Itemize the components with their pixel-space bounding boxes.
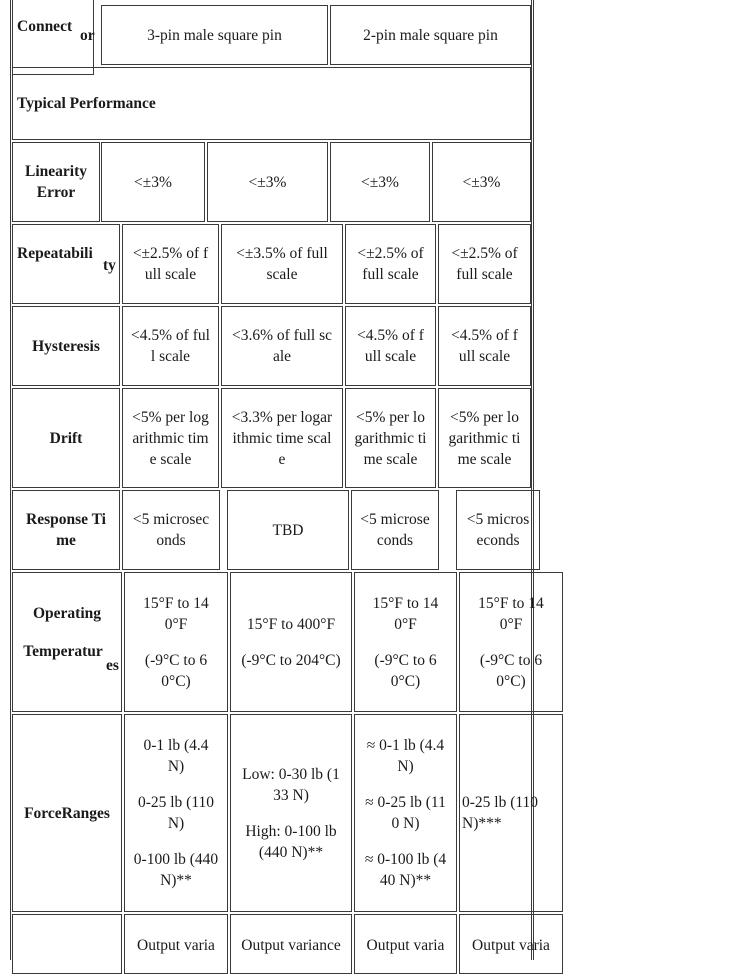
connector-value: 3-pin male square pin (147, 26, 282, 44)
drift-cell (122, 388, 219, 488)
linearity-cell (432, 142, 531, 222)
cell-value: Output varia (366, 937, 445, 954)
cell-value: N)*** (462, 815, 502, 832)
cell-value: 0°F (164, 615, 188, 633)
force-cell (124, 714, 228, 912)
cell-value: <5% per log (132, 408, 209, 426)
row-label: Response Ti (26, 511, 106, 528)
cell-value: <±3% (462, 173, 501, 191)
cell-value: ≈ 0-1 lb (4.4 (366, 737, 445, 754)
row-label: Linearity (25, 163, 87, 180)
repeatability-cell (122, 224, 219, 304)
response-cell (122, 490, 220, 570)
cell-value: Low: 0-30 lb (1 (242, 765, 340, 783)
cell-value: ale (272, 348, 292, 365)
temperature-cell (230, 572, 352, 712)
cell-value: e scale (149, 450, 192, 468)
section-title-cell (12, 67, 531, 140)
row-label-suffix: ty (103, 257, 116, 274)
response-label-cell (12, 490, 120, 570)
cell-value: <±3.5% of full (236, 245, 328, 262)
cell-value: scale (266, 266, 298, 283)
cell-value: econds (476, 532, 520, 549)
temperature-label-cell (12, 572, 122, 712)
cell-value: N)** (160, 872, 192, 889)
row-label: ForceRanges (24, 804, 110, 822)
cell-value: me scale (457, 450, 512, 468)
force-cell (354, 714, 457, 912)
cell-value: ull scale (144, 266, 197, 283)
cell-value: <5% per lo (449, 408, 519, 426)
row-label: me (56, 532, 76, 549)
cell-value: 0-100 lb (440 (133, 851, 219, 868)
cell-value: Output variance (241, 937, 341, 954)
cell-value: l scale (150, 348, 191, 365)
row-label: Repeatabili (17, 245, 93, 262)
output-cell (230, 914, 352, 974)
connector-cell-3pin (101, 5, 328, 65)
row-label: Operating (32, 605, 102, 622)
drift-cell (221, 388, 343, 488)
cell-value: ≈ 0-25 lb (11 (365, 794, 446, 811)
output-cell (124, 914, 228, 974)
row-label-suffix: es (106, 657, 119, 674)
connector-cell-2pin (330, 5, 531, 65)
table-frame-left (10, 0, 11, 960)
hysteresis-cell (122, 306, 219, 386)
cell-value: 40 N)** (379, 872, 432, 889)
cell-value: <5 microsec (132, 511, 210, 528)
cell-value: N) (167, 815, 185, 832)
cell-value: (-9°C to 6 (374, 651, 437, 669)
row-label: Drift (49, 429, 83, 447)
cell-value: (-9°C to 6 (144, 651, 208, 669)
cell-value: N) (167, 758, 185, 775)
cell-value: full scale (456, 266, 513, 283)
cell-value: full scale (362, 266, 419, 283)
cell-value: 0°F (499, 615, 523, 633)
repeatability-cell (438, 224, 531, 304)
cell-value: <4.5% of f (357, 327, 424, 344)
cell-value: 0-1 lb (4.4 (143, 737, 209, 754)
cell-value: ull scale (458, 348, 511, 365)
cell-value: <5% per lo (355, 408, 425, 426)
row-label: Hysteresis (32, 337, 100, 355)
cell-value: Output varia (472, 937, 550, 954)
cell-value: 33 N) (273, 786, 309, 804)
cell-value: N) (397, 758, 414, 775)
cell-value: <±3% (248, 173, 287, 191)
cell-value: 0°C) (390, 672, 421, 690)
cell-value: <5 micros (466, 511, 530, 528)
cell-value: <4.5% of f (451, 327, 518, 344)
row-label: Error (36, 184, 76, 201)
response-cell (456, 490, 540, 570)
drift-cell (345, 388, 436, 488)
cell-value: 0-25 lb (110 (462, 794, 539, 811)
response-cell (351, 490, 439, 570)
cell-value: 0-25 lb (110 (137, 794, 215, 811)
cell-value: <±3% (134, 173, 172, 191)
output-cell (459, 914, 563, 974)
repeatability-cell (345, 224, 436, 304)
repeatability-cell (221, 224, 343, 304)
cell-value: arithmic tim (132, 429, 209, 447)
output-label-cell (12, 914, 122, 974)
cell-value: garithmic ti (448, 429, 521, 447)
cell-value: 0 N) (391, 815, 420, 832)
drift-cell (438, 388, 531, 488)
cell-value: Output varia (137, 937, 215, 954)
force-cell (230, 714, 352, 912)
cell-value: (-9°C to 6 (479, 651, 543, 669)
temperature-cell (459, 572, 563, 712)
cell-value: e (278, 450, 286, 468)
temperature-cell (124, 572, 228, 712)
hysteresis-cell (438, 306, 531, 386)
cell-value: ≈ 0-100 lb (4 (364, 851, 447, 868)
connector-label: Connect (17, 18, 73, 35)
cell-value: <5 microse (360, 511, 430, 528)
temperature-cell (354, 572, 457, 712)
linearity-label-cell (12, 142, 100, 222)
response-cell (227, 490, 349, 570)
cell-value: <4.5% of ful (131, 327, 210, 344)
force-label-cell (12, 714, 122, 912)
linearity-cell (207, 142, 328, 222)
cell-value: 0°C) (496, 672, 526, 690)
cell-value: <3.3% per logar (231, 408, 333, 426)
cell-value: ithmic time scal (232, 429, 332, 447)
linearity-cell (330, 142, 430, 222)
cell-value: 0°F (394, 615, 417, 633)
hysteresis-cell (221, 306, 343, 386)
cell-value: TBD (272, 521, 304, 539)
cell-value: <±2.5% of (357, 245, 424, 262)
row-label: Temperatur (23, 643, 103, 660)
cell-value: 15°F to 14 (372, 594, 439, 612)
cell-value: (440 N)** (258, 843, 324, 861)
cell-value: <±3% (361, 173, 399, 191)
drift-label-cell (12, 388, 120, 488)
connector-value: 2-pin male square pin (363, 26, 498, 44)
cell-value: me scale (363, 450, 418, 468)
cell-value: ull scale (364, 348, 417, 365)
cell-value: <±2.5% of f (132, 245, 209, 262)
cell-value: 15°F to 14 (143, 594, 209, 612)
cell-value: <3.6% of full sc (231, 327, 332, 344)
cell-value: 0°C) (161, 672, 191, 690)
cell-value: conds (376, 532, 414, 549)
hysteresis-cell (345, 306, 436, 386)
cell-value: High: 0-100 lb (245, 822, 337, 840)
cell-value: garithmic ti (354, 429, 427, 447)
cell-value: 15°F to 400°F (246, 615, 336, 633)
force-cell (459, 714, 563, 912)
cell-value: (-9°C to 204°C) (241, 651, 341, 669)
cell-value: onds (156, 532, 186, 549)
hysteresis-label-cell (12, 306, 120, 386)
output-cell (354, 914, 457, 974)
connector-label-suffix: or (80, 27, 95, 44)
linearity-cell (101, 142, 205, 222)
section-title: Typical Performance (17, 95, 156, 112)
cell-value: 15°F to 14 (478, 594, 544, 612)
cell-value: <±2.5% of (451, 245, 518, 262)
